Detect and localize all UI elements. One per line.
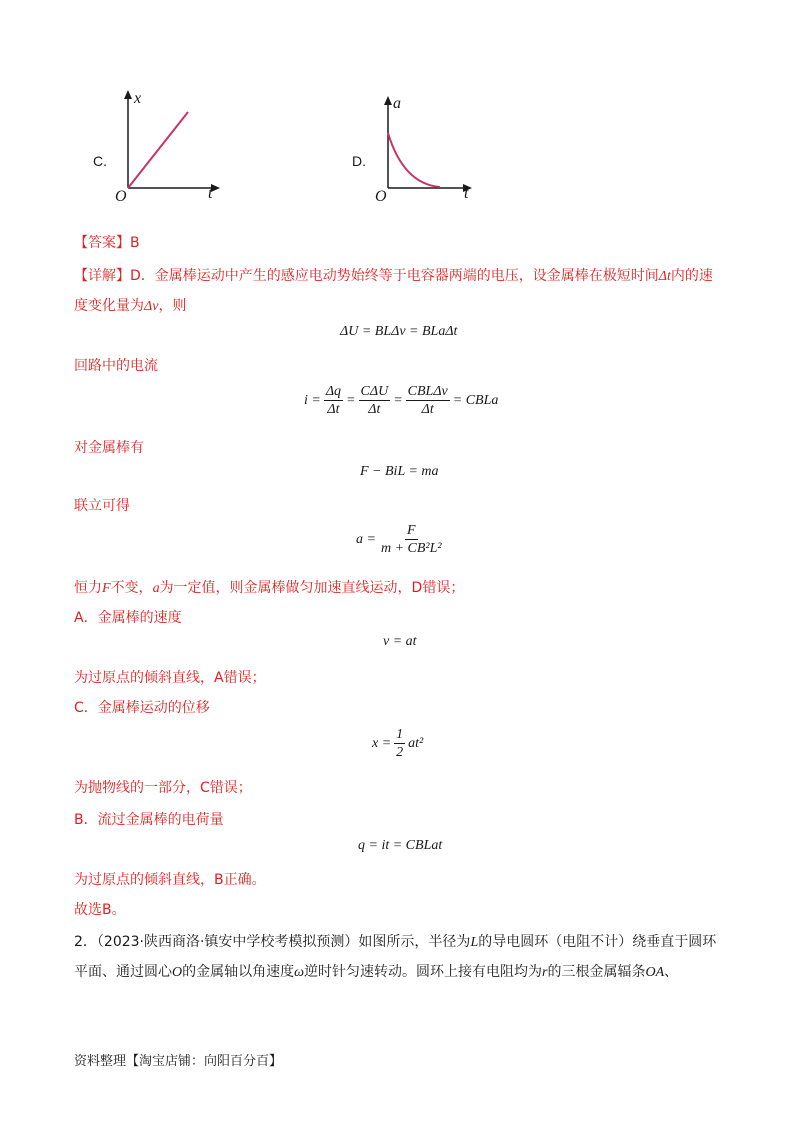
equation-4: a = $\frac{F}{\text{m + CB²L²}}$	[356, 523, 442, 556]
combine-intro: 联立可得	[74, 498, 130, 514]
graph-d-curve	[388, 133, 440, 187]
graph-c-y-label: x	[134, 90, 142, 107]
question-2-line-2: 平面、通过圆心O的金属轴以角速度ω逆时针匀速转动。圆环上接有电阻均为r的三根金属辐条OA、	[74, 964, 679, 980]
option-a-result: 为过原点的倾斜直线，A错误；	[74, 670, 266, 686]
page-footer: 资料整理【淘宝店铺：向阳百分百】	[74, 1054, 283, 1069]
graph-c-x-label: t	[208, 185, 213, 202]
graph-d	[370, 88, 490, 208]
detail-line-2: 度变化量为Δv，则	[74, 298, 187, 314]
detail-line-1: 【详解】D．金属棒运动中产生的感应电动势始终等于电容器两端的电压，设金属棒在极短时间Δt内的速	[74, 268, 713, 284]
equation-2: i = $\frac{\Delta q}{\Delta t}$ = $\frac{\text{CΔU}}{\Delta t}$ = $\frac{\text{CBLΔv}}{\Delta t}$ = CBLa	[304, 384, 499, 417]
option-b-result: 为过原点的倾斜直线，B正确。	[74, 872, 266, 888]
final-choice: 故选B。	[74, 902, 126, 918]
const-force-line: 恒力F不变，a为一定值，则金属棒做匀加速直线运动，D错误；	[74, 580, 465, 596]
option-c-label: C.	[93, 153, 107, 169]
rod-intro: 对金属棒有	[74, 440, 144, 456]
graph-c-origin: O	[115, 188, 127, 205]
graph-d-y-arrow	[384, 96, 392, 105]
graph-d-x-label: t	[464, 185, 469, 202]
option-c-result: 为抛物线的一部分，C错误；	[74, 780, 252, 796]
graph-d-origin: O	[375, 188, 387, 205]
equation-1: ΔU = BLΔv = BLaΔt	[340, 324, 458, 339]
equation-5: v = at	[383, 634, 417, 649]
option-a-heading: A．金属棒的速度	[74, 610, 182, 626]
graph-d-y-label: a	[393, 95, 401, 112]
graph-c-line	[128, 112, 188, 188]
option-c-heading: C．金属棒运动的位移	[74, 700, 210, 716]
equation-6: x = $\frac{1}{2}$ at²	[372, 727, 424, 760]
current-intro: 回路中的电流	[74, 358, 158, 374]
option-b-heading: B．流过金属棒的电荷量	[74, 812, 224, 828]
equation-7: q = it = CBLat	[358, 838, 443, 853]
option-d-label: D.	[352, 153, 366, 169]
equation-3: F − BiL = ma	[360, 464, 439, 479]
question-2-line-1: 2．（2023·陕西商洛·镇安中学校考模拟预测）如图所示，半径为L的导电圆环（电阻不计）绕垂直于圆环	[74, 934, 717, 950]
answer-line: 【答案】B	[74, 235, 140, 251]
graph-c-y-arrow	[124, 90, 132, 99]
